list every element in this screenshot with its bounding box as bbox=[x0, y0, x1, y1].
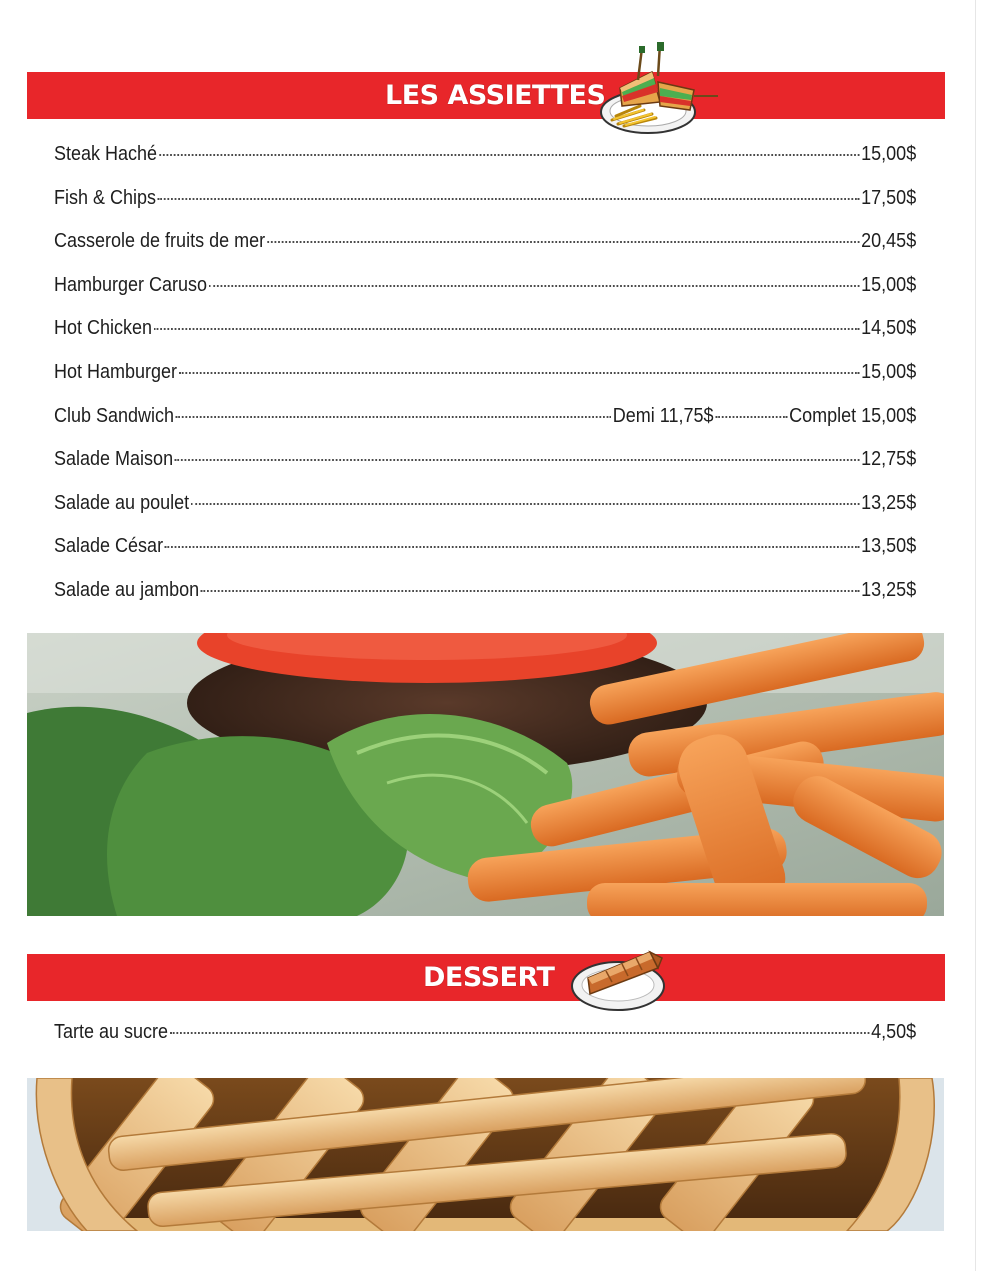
menu-item-name: Salade au poulet bbox=[54, 491, 190, 514]
dot-leader bbox=[170, 1032, 869, 1034]
dot-leader bbox=[715, 416, 787, 418]
dot-leader bbox=[176, 416, 611, 418]
dot-leader bbox=[175, 459, 859, 461]
menu-item-name: Hot Chicken bbox=[54, 317, 153, 340]
menu-item bbox=[54, 317, 916, 361]
menu-item-name: Hamburger Caruso bbox=[54, 273, 208, 296]
menu-item bbox=[54, 492, 916, 536]
menu-item bbox=[54, 579, 916, 623]
menu-item-name: Salade César bbox=[54, 535, 164, 558]
dot-leader bbox=[267, 241, 859, 243]
dot-leader bbox=[165, 546, 859, 548]
dot-leader bbox=[158, 198, 860, 200]
menu-item-price: Complet 15,00$ bbox=[789, 404, 917, 427]
dot-leader bbox=[154, 328, 860, 330]
menu-item-name: Fish & Chips bbox=[54, 186, 157, 209]
menu-item-half-price: Demi 11,75$ bbox=[612, 404, 714, 427]
menu-item-price: 20,45$ bbox=[861, 230, 917, 253]
menu-item-price: 15,00$ bbox=[861, 273, 917, 296]
burger-salad-fries-photo bbox=[27, 633, 944, 916]
menu-item-price: 13,25$ bbox=[861, 491, 917, 514]
menu-item-name: Salade Maison bbox=[54, 448, 174, 471]
assiettes-menu bbox=[54, 143, 916, 623]
menu-item-price: 13,50$ bbox=[861, 535, 917, 558]
dot-leader bbox=[209, 285, 859, 287]
menu-item-name: Salade au jambon bbox=[54, 578, 200, 601]
page-edge bbox=[975, 0, 976, 1271]
menu-item-price: 13,25$ bbox=[861, 578, 917, 601]
menu-item-price: 4,50$ bbox=[871, 1021, 917, 1043]
menu-item-price: 15,00$ bbox=[861, 143, 917, 165]
menu-item bbox=[54, 448, 916, 492]
dessert-title: DESSERT bbox=[423, 962, 555, 993]
menu-item-price: 15,00$ bbox=[861, 360, 917, 383]
menu-item bbox=[54, 274, 916, 318]
menu-item-name: Casserole de fruits de mer bbox=[54, 230, 266, 253]
dot-leader bbox=[201, 590, 859, 592]
assiettes-title: LES ASSIETTES bbox=[385, 80, 606, 111]
dot-leader bbox=[159, 154, 859, 156]
menu-item bbox=[54, 361, 916, 405]
menu-item bbox=[54, 230, 916, 274]
menu-item-name: Hot Hamburger bbox=[54, 360, 178, 383]
assiettes-banner bbox=[27, 72, 945, 119]
menu-item-name: Club Sandwich bbox=[54, 404, 175, 427]
menu-item bbox=[54, 535, 916, 579]
menu-item bbox=[54, 143, 916, 187]
pie-slice-icon bbox=[570, 942, 668, 1014]
menu-item-name: Tarte au sucre bbox=[54, 1021, 169, 1043]
dessert-banner bbox=[27, 954, 945, 1001]
menu-item-name: Steak Haché bbox=[54, 143, 158, 165]
menu-item-price: 14,50$ bbox=[861, 317, 917, 340]
menu-item bbox=[54, 187, 916, 231]
sugar-pie-photo bbox=[27, 1078, 944, 1231]
dessert-menu bbox=[54, 1021, 916, 1065]
menu-item bbox=[54, 1021, 916, 1065]
menu-item bbox=[54, 405, 916, 449]
menu-item-price: 12,75$ bbox=[861, 448, 917, 471]
dot-leader bbox=[191, 503, 859, 505]
menu-item-price: 17,50$ bbox=[861, 186, 917, 209]
club-sandwich-icon bbox=[598, 40, 722, 138]
dot-leader bbox=[179, 372, 859, 374]
